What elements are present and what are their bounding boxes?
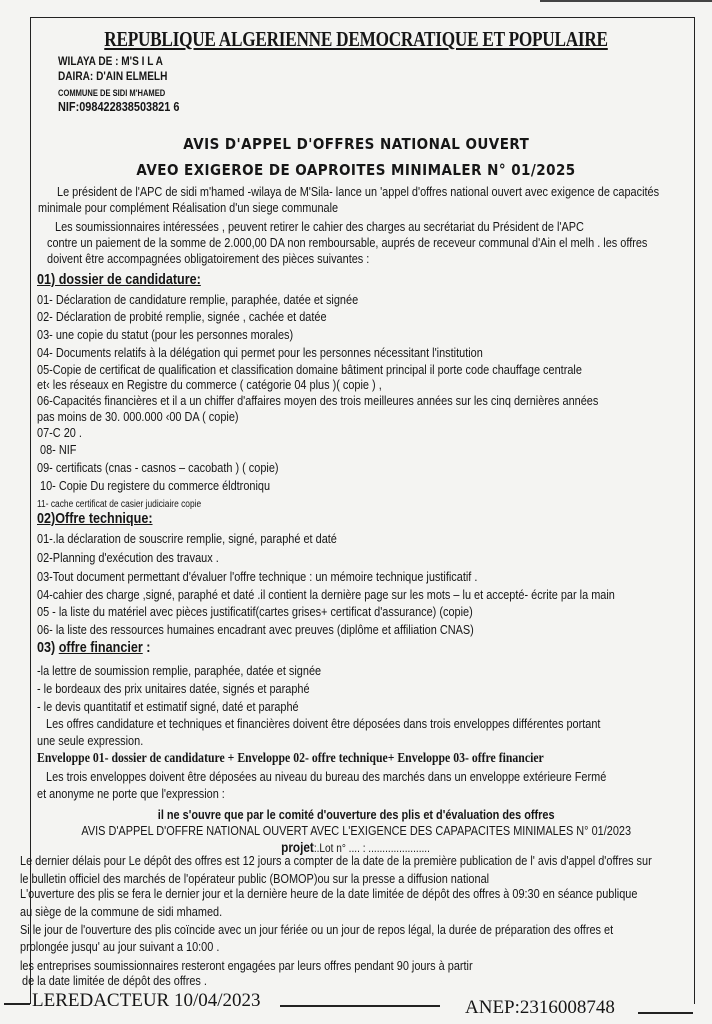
wilaya: WILAYA DE : M'S I L A — [58, 54, 163, 68]
avis-heading-2 — [0, 161, 712, 180]
intro-line: Les soumissionnaires intéressées , peuvent retirer le cahier des charges au secrétariat du Président de l'APC — [55, 219, 584, 234]
body-text: Le dernier délais pour Le dépôt des offres est 12 jours a compter de la date de la première publication de l' avis d'appel d'offres sur — [20, 853, 652, 868]
body-text: L'ouverture des plis se fera le dernier jour et la dernière heure de la date limitée de dépôt des offres à 09:30 en séance publique — [20, 886, 638, 901]
section-number: 03) — [37, 639, 59, 656]
list-item: 08- NIF — [40, 442, 77, 457]
document-title — [0, 27, 712, 52]
list-item: 05 - la liste du matériel avec pièces justificatif(cartes grises+ certificat d'assurance) (copie) — [37, 604, 473, 619]
redacteur: LEREDACTEUR 10/04/2023 — [32, 990, 261, 1011]
list-item: 06-Capacités financières et il a un chiffer d'affaires moyen des trois meilleures années sur les cinq dernières années — [37, 393, 599, 408]
list-item: 09- certificats (cnas - casnos – cacobath ) ( copie) — [37, 460, 279, 475]
title-text: REPUBLIQUE ALGERIENNE DEMOCRATIQUE ET POPULAIRE — [104, 27, 608, 51]
footer-rule — [4, 1003, 30, 1005]
list-item: 05-Copie de certificat de qualification et classification domaine bâtiment principal il porte code chauffage centrale — [37, 362, 582, 377]
list-item: 01-.la déclaration de souscrire remplie, signé, paraphé et daté — [37, 531, 337, 546]
list-item: - le devis quantitatif et estimatif signé, daté et paraphé — [37, 699, 299, 714]
section-heading-financier — [37, 640, 150, 655]
list-item: 10- Copie Du registere du commerce éldtroniqu — [40, 478, 271, 493]
scan-edge — [540, 0, 712, 2]
avis-repeat-text: AVIS D'APPEL D'OFFRE NATIONAL OUVERT AVEC L'EXIGENCE DES CAPAPACITES MINIMALES N° 01/2023 — [81, 823, 631, 838]
nif: NIF:098422838503821 6 — [58, 99, 180, 114]
body-text: prolongée jusqu' au jour suivant a 10:00 . — [20, 939, 220, 954]
body-text: une seule expression. — [37, 733, 144, 748]
body-text: Les trois enveloppes doivent être déposées au niveau du bureau des marchés dans un enveloppe extérieure Fermé — [46, 769, 607, 784]
enveloppes-line: Enveloppe 01- dossier de candidature + Enveloppe 02- offre technique+ Enveloppe 03- offre financier — [37, 751, 544, 766]
list-item: 03-Tout document permettant d'évaluer l'offre technique : un mémoire technique justificatif . — [37, 569, 478, 584]
projet-label: projet — [281, 839, 315, 855]
avis-repeat-line — [0, 822, 712, 840]
list-item: pas moins de 30. 000.000 ‹00 DA ( copie) — [37, 409, 239, 424]
avis-heading-1 — [0, 135, 712, 154]
body-text: et anonyme ne porte que l'expression : — [37, 786, 225, 801]
list-item: -la lettre de soumission remplie, paraphée, datée et signée — [37, 663, 322, 678]
intro-line: contre un paiement de la somme de 2.000,00 DA non remboursable, auprés de receveur communal d'Ain el melh . les offres — [47, 235, 648, 250]
anep-number: ANEP:2316008748 — [465, 997, 615, 1018]
list-item: 04- Documents relatifs à la délégation qui permet pour les personnes nécessitant l'institution — [37, 345, 483, 360]
section-title: offre financier — [58, 639, 143, 656]
list-item: 01- Déclaration de candidature remplie, paraphée, datée et signée — [37, 292, 359, 307]
list-item: - le bordeaux des prix unitaires datée, signés et paraphé — [37, 681, 310, 696]
ouvre-text: il ne s'ouvre que par le comité d'ouverture des plis et d'évaluation des offres — [157, 807, 555, 822]
projet-value: :.Lot n° .... : ...................... — [314, 841, 431, 855]
body-text: Si le jour de l'ouverture des plis coïncide avec un jour fériée ou un jour de repos légal, la durée de préparation des offres et — [20, 922, 614, 937]
section-heading-technique: 02)Offre technique: — [37, 510, 153, 527]
list-item: 02-Planning d'exécution des travaux . — [37, 550, 219, 565]
list-item: 02- Déclaration de probité remplie, signée , cachée et datée — [37, 309, 327, 324]
intro-line: minimale pour complément Réalisation d'un siege communale — [38, 200, 339, 215]
daira: DAIRA: D'AIN ELMELH — [58, 69, 168, 83]
avis-line-2: AVEO EXIGEROE DE OAPROITES MINIMALER N° 01/2025 — [136, 161, 576, 179]
avis-line-1: AVIS D'APPEL D'OFFRES NATIONAL OUVERT — [182, 135, 530, 153]
body-text: Les offres candidature et techniques et financières doivent être déposées dans trois enveloppes différentes portant — [46, 716, 601, 731]
section-colon: : — [142, 639, 151, 656]
commune: COMMUNE DE SIDI M'HAMED — [58, 88, 166, 98]
list-item: 04-cahier des charge ,signé, paraphé et daté .il contient la dernière page sur les mots – lu et accepté- écrite par la main — [37, 587, 615, 602]
intro-line: Le président de l'APC de sidi m'hamed -wilaya de M'Sila- lance un 'appel d'offres national ouvert avec exigence de capacités — [57, 184, 660, 199]
list-item: 03- une copie du statut (pour les personnes morales) — [37, 327, 294, 342]
body-text: de la date limitée de dépôt des offres . — [22, 973, 207, 988]
list-item: et‹ les réseaux en Registre du commerce ( catégorie 04 plus )( copie ) , — [37, 377, 382, 392]
body-text: le bulletin officiel des marchés de l'opérateur public (BOMOP)ou sur la presse a diffusion national — [20, 871, 490, 886]
body-text: les entreprises soumissionnaires resteront engagées par leurs offres pendant 90 jours à partir — [20, 958, 473, 973]
intro-line: doivent être accompagnées obligatoirement des pièces suivantes : — [47, 251, 370, 266]
section-heading-candidature: 01) dossier de candidature: — [37, 271, 201, 288]
list-item: 06- la liste des ressources humaines encadrant avec preuves (diplôme et affiliation CNAS) — [37, 622, 474, 637]
list-item: 07-C 20 . — [37, 425, 82, 440]
footer-rule — [638, 1012, 693, 1014]
footer-rule — [280, 1005, 440, 1007]
body-text: au siège de la commune de sidi mhamed. — [20, 904, 223, 919]
list-item: 11- cache certificat de casier judiciaire copie — [37, 499, 202, 510]
